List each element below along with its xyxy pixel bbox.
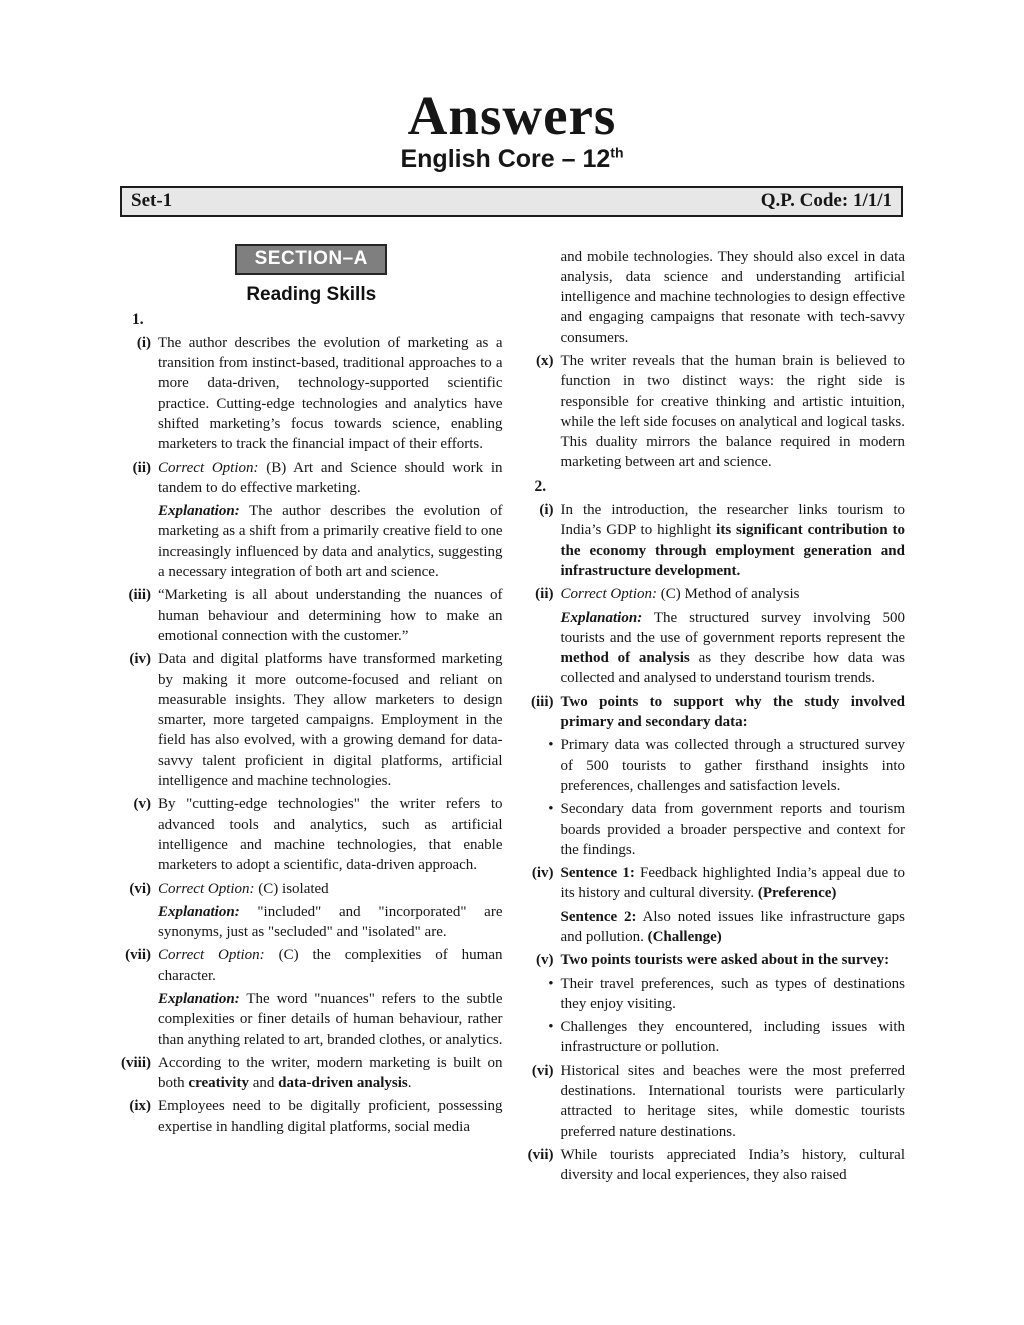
item-marker xyxy=(523,907,561,948)
item-text xyxy=(158,879,503,899)
right-answer-blocks xyxy=(523,247,906,1186)
item-marker: (viii) xyxy=(121,1054,151,1071)
text-run: The structured survey involving 500 tourists and the use of government reports represent the xyxy=(560,609,905,646)
text-run: Explanation: xyxy=(560,609,643,626)
answer-item xyxy=(120,458,503,499)
item-text xyxy=(561,247,906,348)
bullet-icon: • xyxy=(548,975,554,992)
item-marker xyxy=(120,989,158,1050)
item-text xyxy=(158,1053,503,1094)
item-marker: (ii) xyxy=(535,586,554,603)
bullet-item xyxy=(523,799,906,860)
item-marker xyxy=(120,902,158,943)
item-text xyxy=(561,1017,906,1058)
text-run: Two points to support why the study involved primary and secondary data: xyxy=(560,693,905,731)
page-title: Answers xyxy=(407,85,617,146)
bullet-icon: • xyxy=(548,1019,554,1036)
text-run: Their travel preferences, such as types of destinations they enjoy visiting. xyxy=(560,975,905,1012)
item-text xyxy=(561,608,906,689)
answer-item xyxy=(120,333,503,455)
text-run: data-driven analysis xyxy=(278,1075,408,1092)
left-column xyxy=(120,244,503,1186)
bullet-item xyxy=(523,1017,906,1058)
item-marker: (vi) xyxy=(531,1062,554,1079)
text-run: Two points tourists were asked about in the survey: xyxy=(560,952,890,969)
page-subtitle xyxy=(0,146,1024,174)
text-run: “Marketing is all about understanding the nuances of human behaviour and determining how to make an emotional connection with the customer.” xyxy=(158,587,503,644)
text-run: The writer reveals that the human brain is believed to function in two distinct ways: the right side is responsible for creative thinking and artistic intuition, while the left side focuses on analytical and logical tasks. This duality mirrors the balance required in modern marketing between art and science. xyxy=(560,352,905,471)
item-marker: (vi) xyxy=(129,880,151,897)
item-marker: (v) xyxy=(536,952,554,969)
qp-code: Q.P. Code: 1/1/1 xyxy=(760,189,892,211)
answer-item xyxy=(120,649,503,791)
item-marker: (vii) xyxy=(125,947,151,964)
text-run: Explanation: xyxy=(158,903,240,920)
set-code-bar xyxy=(120,186,903,217)
item-marker: (i) xyxy=(136,334,151,351)
bullet-icon: • xyxy=(548,737,554,754)
item-text xyxy=(561,1061,906,1142)
text-run: Sentence 2: xyxy=(560,908,637,925)
bullet-icon: • xyxy=(548,801,554,818)
item-marker: (iv) xyxy=(129,651,151,668)
answer-item xyxy=(120,879,503,899)
continuation-paragraph xyxy=(523,247,906,348)
answer-item xyxy=(523,1061,906,1142)
set-label: Set-1 xyxy=(131,189,173,211)
text-run: The author describes the evolution of marketing as a transition from instinct-based, traditional approaches to a more data-driven, technology-supported scientific practice. Cutting-edge technologies and analytics have shifted marketing’s focus towards science, enabling marketers to track the financial impact of their efforts. xyxy=(158,334,503,453)
section-a-box: SECTION–A xyxy=(235,244,387,275)
answer-item xyxy=(120,585,503,646)
text-run: In the introduction, the researcher links tourism to India’s GDP to highlight xyxy=(560,502,905,539)
section-title: Reading Skills xyxy=(246,283,377,305)
question-number: 2. xyxy=(534,477,547,495)
text-run: The word "nuances" refers to the subtle complexities or finer details of human behaviour, rather than anything related to art, branded clothes, or analytics. xyxy=(158,991,503,1048)
text-run: According to the writer, modern marketing is built on both xyxy=(158,1054,503,1092)
text-run: Historical sites and beaches were the most preferred destinations. International tourists were particularly attracted to heritage sites, while domestic tourists preferred nature destinations. xyxy=(560,1062,905,1140)
text-run: Correct Option: xyxy=(158,459,259,476)
content-columns xyxy=(120,244,905,1186)
text-run: (C) isolated xyxy=(254,880,329,897)
answer-item xyxy=(120,1096,503,1137)
bullet-item xyxy=(523,974,906,1015)
item-text xyxy=(158,989,503,1050)
item-marker: (iii) xyxy=(128,587,151,604)
text-run: Correct Option: xyxy=(158,880,255,897)
item-marker: (iii) xyxy=(531,693,554,710)
item-text xyxy=(158,794,503,875)
text-run: (B) Art and Science should work in tandem to do effective marketing. xyxy=(158,459,503,496)
text-run: . xyxy=(407,1075,412,1092)
text-run: method of analysis xyxy=(560,650,690,667)
text-run: its significant contribution to the economy through employment generation and infrastructure development. xyxy=(560,522,905,579)
text-run: While tourists appreciated India’s history, cultural diversity and local experiences, they also raised xyxy=(560,1146,905,1184)
continuation-paragraph xyxy=(120,902,503,943)
text-run: Secondary data from government reports and tourism boards provided a broader perspective and context for the findings. xyxy=(560,801,905,858)
item-marker: (vii) xyxy=(527,1146,554,1163)
right-column xyxy=(523,244,906,1186)
item-text xyxy=(561,950,906,970)
item-text xyxy=(158,1096,503,1137)
answer-item xyxy=(523,863,906,904)
subtitle-superscript: th xyxy=(610,144,624,161)
text-run: Also noted issues like infrastructure gaps and pollution. xyxy=(560,908,905,945)
text-run: By "cutting-edge technologies" the writer refers to advanced tools and analytics, such as artificial intelligence and machine technologies, that enable marketers to adopt a scientific, data-driven approach. xyxy=(158,796,503,874)
text-run: (C) Method of analysis xyxy=(657,586,800,603)
item-text xyxy=(158,501,503,582)
item-marker: (ii) xyxy=(132,459,151,476)
answer-item xyxy=(523,584,906,604)
bullet-item xyxy=(523,735,906,796)
text-run: (Challenge) xyxy=(647,929,722,945)
text-run: Data and digital platforms have transformed marketing by making it more outcome-focused and reliant on measurable insights. They allow marketers to design smarter, more targeted campaigns. Employment in the field has also evolved, with a growing demand for data-savvy talent proficient in digital platforms, artificial intelligence and machine technologies. xyxy=(158,651,503,790)
item-marker: (ix) xyxy=(129,1098,151,1115)
text-run: Challenges they encountered, including issues with infrastructure or pollution. xyxy=(560,1019,905,1056)
answer-item xyxy=(120,794,503,875)
continuation-paragraph xyxy=(523,608,906,689)
text-run: Correct Option: xyxy=(158,947,265,964)
answer-item xyxy=(523,950,906,970)
item-text xyxy=(561,974,906,1015)
continuation-paragraph xyxy=(120,989,503,1050)
item-marker: (v) xyxy=(133,796,151,813)
left-answer-blocks xyxy=(120,310,503,1138)
text-run: (Preference) xyxy=(757,885,837,902)
item-marker xyxy=(523,608,561,689)
answer-item xyxy=(120,945,503,986)
item-marker: (i) xyxy=(539,502,554,519)
item-marker xyxy=(120,501,158,582)
item-text xyxy=(561,863,906,904)
question-number: 1. xyxy=(132,310,144,328)
text-run: as they describe how data was collected and analysed to understand tourism trends. xyxy=(560,650,905,687)
text-run: Sentence 1: xyxy=(560,865,635,882)
text-run: Employees need to be digitally proficient, possessing expertise in handling digital platforms, social media xyxy=(158,1098,503,1135)
text-run: and mobile technologies. They should also excel in data analysis, data science and understanding artificial intelligence and machine technologies to design effective and engaging campaigns that resonate with tech-savvy consumers. xyxy=(560,248,905,346)
item-text xyxy=(158,902,503,943)
item-text xyxy=(561,500,906,581)
item-text xyxy=(561,692,906,733)
answer-item xyxy=(523,500,906,581)
item-marker: (x) xyxy=(536,352,554,369)
item-text xyxy=(561,584,906,604)
text-run: Primary data was collected through a structured survey of 500 tourists to gather firsthand insights into preferences, challenges and satisfaction levels. xyxy=(560,737,905,794)
item-text xyxy=(561,907,906,948)
text-run: and xyxy=(248,1075,279,1092)
continuation-paragraph xyxy=(120,501,503,582)
answer-item xyxy=(523,692,906,733)
answer-item xyxy=(523,351,906,473)
text-run: Explanation: xyxy=(158,503,240,520)
continuation-paragraph xyxy=(523,907,906,948)
item-text xyxy=(158,333,503,455)
item-text xyxy=(158,945,503,986)
item-text xyxy=(561,799,906,860)
item-text xyxy=(158,458,503,499)
text-run: "included" and "incorporated" are synonyms, just as "secluded" and "isolated" are. xyxy=(158,903,503,941)
item-text xyxy=(158,585,503,646)
item-marker: (iv) xyxy=(531,865,554,882)
text-run: Explanation: xyxy=(158,991,240,1007)
answer-item xyxy=(523,1145,906,1186)
text-run: The author describes the evolution of marketing as a shift from a primarily creative field to one increasingly influenced by data and analytics, suggesting a necessary integration of both art and science. xyxy=(158,503,503,581)
text-run: Feedback highlighted India’s appeal due to its history and cultural diversity. xyxy=(560,865,905,902)
item-text xyxy=(561,1145,906,1186)
text-run: Correct Option: xyxy=(560,586,658,603)
item-text xyxy=(158,649,503,791)
item-text xyxy=(561,351,906,473)
text-run: creativity xyxy=(188,1075,249,1092)
item-marker xyxy=(523,247,561,348)
answer-item xyxy=(120,1053,503,1094)
item-text xyxy=(561,735,906,796)
subtitle-text: English Core – 12 xyxy=(400,145,611,173)
text-run: (C) the complexities of human character. xyxy=(158,947,503,984)
